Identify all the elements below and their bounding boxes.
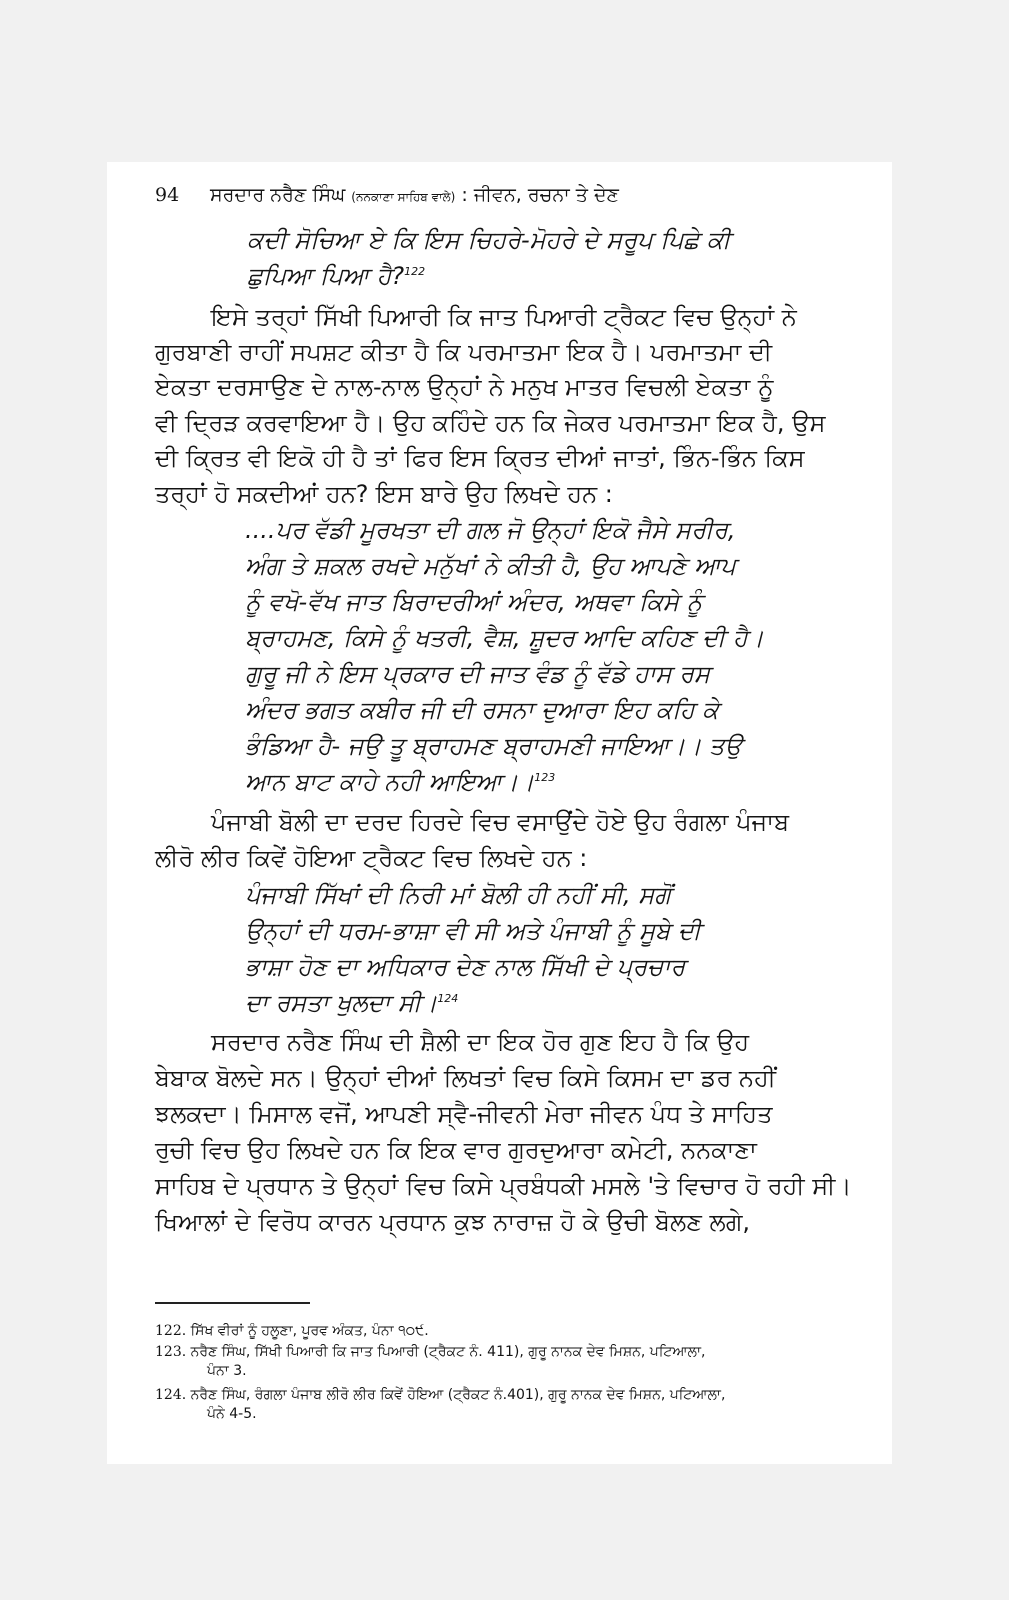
paragraph-line: ਸਾਹਿਬ ਦੇ ਪ੍ਰਧਾਨ ਤੇ ਉਨ੍ਹਾਂ ਵਿਚ ਕਿਸੇ ਪ੍ਰਬੰਧਕੀ ਮਸਲੇ 'ਤੇ ਵਿਚਾਰ ਹੋ ਰਹੀ ਸੀ।	[155, 1172, 852, 1200]
page-number: 94	[155, 184, 180, 206]
quote-line: ਭਾਸ਼ਾ ਹੋਣ ਦਾ ਅਧਿਕਾਰ ਦੇਣ ਨਾਲ ਸਿੱਖੀ ਦੇ ਪ੍ਰਚਾਰ	[245, 953, 686, 981]
running-head-main: ਸਰਦਾਰ ਨਰੈਣ ਸਿੰਘ	[210, 184, 346, 206]
quote-line: ਉਨ੍ਹਾਂ ਦੀ ਧਰਮ-ਭਾਸ਼ਾ ਵੀ ਸੀ ਅਤੇ ਪੰਜਾਬੀ ਨੂੰ ਸੂਬੇ ਦੀ	[245, 917, 701, 945]
quote-line: ਬ੍ਰਾਹਮਣ, ਕਿਸੇ ਨੂੰ ਖਤਰੀ, ਵੈਸ਼, ਸ਼ੂਦਰ ਆਦਿ ਕਹਿਣ ਦੀ ਹੈ।	[245, 624, 764, 652]
quote-line: ਅੰਗ ਤੇ ਸ਼ਕਲ ਰਖਦੇ ਮਨੁੱਖਾਂ ਨੇ ਕੀਤੀ ਹੈ, ਉਹ ਆਪਣੇ ਆਪ	[245, 552, 736, 580]
quote-line: ਭੰਡਿਆ ਹੈ- ਜਉ ਤੂ ਬ੍ਰਾਹਮਣ ਬ੍ਰਾਹਮਣੀ ਜਾਇਆ।। ਤਉ	[245, 732, 742, 760]
quote-line: ਦਾ ਰਸਤਾ ਖੁਲਦਾ ਸੀ।$^{124}$	[245, 989, 459, 1017]
footnote-continuation: ਪੰਨਾ 3.	[207, 1363, 247, 1379]
footnote-ref: 123	[534, 771, 556, 784]
footnote: 122. ਸਿੱਖ ਵੀਰਾਂ ਨੂੰ ਹਲੂਣਾ, ਪੂਰਵ ਅੰਕਤ, ਪੰਨਾ ੧੦੯.	[155, 1323, 429, 1339]
paragraph-line: ਸਰਦਾਰ ਨਰੈਣ ਸਿੰਘ ਦੀ ਸ਼ੈਲੀ ਦਾ ਇਕ ਹੋਰ ਗੁਣ ਇਹ ਹੈ ਕਿ ਉਹ	[211, 1028, 750, 1056]
quote-line: ਅੰਦਰ ਭਗਤ ਕਬੀਰ ਜੀ ਦੀ ਰਸਨਾ ਦੁਆਰਾ ਇਹ ਕਹਿ ਕੇ	[245, 696, 719, 724]
quote-line: ਆਨ ਬਾਟ ਕਾਹੇ ਨਹੀ ਆਇਆ।।$^{123}$	[245, 768, 556, 796]
paragraph-line: ਤਰ੍ਹਾਂ ਹੋ ਸਕਦੀਆਂ ਹਨ? ਇਸ ਬਾਰੇ ਉਹ ਲਿਖਦੇ ਹਨ :	[155, 480, 613, 508]
quote-line: ....ਪਰ ਵੱਡੀ ਮੂਰਖਤਾ ਦੀ ਗਲ ਜੋ ਉਨ੍ਹਾਂ ਇਕੋ ਜੈਸੇ ਸਰੀਰ,	[245, 516, 736, 544]
paragraph-line: ਪੰਜਾਬੀ ਬੋਲੀ ਦਾ ਦਰਦ ਹਿਰਦੇ ਵਿਚ ਵਸਾਉਂਦੇ ਹੋਏ ਉਹ ਰੰਗਲਾ ਪੰਜਾਬ	[211, 808, 790, 836]
paragraph-line: ਵੀ ਦ੍ਰਿੜ ਕਰਵਾਇਆ ਹੈ। ਉਹ ਕਹਿੰਦੇ ਹਨ ਕਿ ਜੇਕਰ ਪਰਮਾਤਮਾ ਇਕ ਹੈ, ਉਸ	[155, 409, 826, 437]
running-head-small: (ਨਨਕਾਣਾ ਸਾਹਿਬ ਵਾਲੇ)	[351, 190, 456, 204]
quote-line: ਪੰਜਾਬੀ ਸਿੱਖਾਂ ਦੀ ਨਿਰੀ ਮਾਂ ਬੋਲੀ ਹੀ ਨਹੀਂ ਸੀ, ਸਗੋਂ	[245, 881, 671, 909]
running-head	[210, 184, 619, 206]
quote-line: ਛੁਪਿਆ ਪਿਆ ਹੈ?$^{122}$	[247, 262, 426, 290]
page-header	[155, 184, 852, 214]
quote-line: ਗੁਰੂ ਜੀ ਨੇ ਇਸ ਪ੍ਰਕਾਰ ਦੀ ਜਾਤ ਵੰਡ ਨੂੰ ਵੱਡੇ ਹਾਸ ਰਸ	[245, 660, 711, 688]
paragraph-line: ਲੀਰੋ ਲੀਰ ਕਿਵੇਂ ਹੋਇਆ ਟ੍ਰੈਕਟ ਵਿਚ ਲਿਖਦੇ ਹਨ :	[155, 844, 588, 872]
footnote-rule	[155, 1302, 310, 1304]
footnote: 124. ਨਰੈਣ ਸਿੰਘ, ਰੰਗਲਾ ਪੰਜਾਬ ਲੀਰੋ ਲੀਰ ਕਿਵੇਂ ਹੋਇਆ (ਟ੍ਰੈਕਟ ਨੰ.401), ਗੁਰੂ ਨਾਨਕ ਦੇਵ ਮਿਸ਼ਨ, ਪਟਿਆਲਾ,	[155, 1387, 726, 1403]
footnote-continuation: ਪੰਨੇ 4-5.	[207, 1406, 257, 1422]
paragraph-line: ਬੇਬਾਕ ਬੋਲਦੇ ਸਨ। ਉਨ੍ਹਾਂ ਦੀਆਂ ਲਿਖਤਾਂ ਵਿਚ ਕਿਸੇ ਕਿਸਮ ਦਾ ਡਰ ਨਹੀਂ	[155, 1064, 776, 1092]
footnote-ref: 124	[437, 992, 459, 1005]
paragraph-line: ਗੁਰਬਾਣੀ ਰਾਹੀਂ ਸਪਸ਼ਟ ਕੀਤਾ ਹੈ ਕਿ ਪਰਮਾਤਮਾ ਇਕ ਹੈ। ਪਰਮਾਤਮਾ ਦੀ	[155, 338, 773, 366]
quote-line: ਨੂੰ ਵਖੋ-ਵੱਖ ਜਾਤ ਬਿਰਾਦਰੀਆਂ ਅੰਦਰ, ਅਥਵਾ ਕਿਸੇ ਨੂੰ	[245, 588, 703, 616]
running-head-tail: : ਜੀਵਨ, ਰਚਨਾ ਤੇ ਦੇਣ	[461, 184, 619, 206]
paragraph-line: ਦੀ ਕ੍ਰਿਤ ਵੀ ਇਕੋ ਹੀ ਹੈ ਤਾਂ ਫਿਰ ਇਸ ਕ੍ਰਿਤ ਦੀਆਂ ਜਾਤਾਂ, ਭਿੰਨ-ਭਿੰਨ ਕਿਸ	[155, 444, 805, 472]
paragraph-line: ਏਕਤਾ ਦਰਸਾਉਣ ਦੇ ਨਾਲ-ਨਾਲ ਉਨ੍ਹਾਂ ਨੇ ਮਨੁਖ ਮਾਤਰ ਵਿਚਲੀ ਏਕਤਾ ਨੂੰ	[155, 373, 774, 401]
footnote: 123. ਨਰੈਣ ਸਿੰਘ, ਸਿੱਖੀ ਪਿਆਰੀ ਕਿ ਜਾਤ ਪਿਆਰੀ (ਟ੍ਰੈਕਟ ਨੰ. 411), ਗੁਰੂ ਨਾਨਕ ਦੇਵ ਮਿਸ਼ਨ, ਪਟਿਆਲਾ,	[155, 1344, 706, 1360]
paragraph-line: ਖਿਆਲਾਂ ਦੇ ਵਿਰੋਧ ਕਾਰਨ ਪ੍ਰਧਾਨ ਕੁਝ ਨਾਰਾਜ਼ ਹੋ ਕੇ ਉਚੀ ਬੋਲਣ ਲਗੇ,	[155, 1208, 751, 1236]
paragraph-line: ਰੁਚੀ ਵਿਚ ਉਹ ਲਿਖਦੇ ਹਨ ਕਿ ਇਕ ਵਾਰ ਗੁਰਦੁਆਰਾ ਕਮੇਟੀ, ਨਨਕਾਣਾ	[155, 1136, 757, 1164]
paragraph-line: ਝਲਕਦਾ। ਮਿਸਾਲ ਵਜੋਂ, ਆਪਣੀ ਸ੍ਵੈ-ਜੀਵਨੀ ਮੇਰਾ ਜੀਵਨ ਪੰਧ ਤੇ ਸਾਹਿਤ	[155, 1100, 773, 1128]
quote-line: ਕਦੀ ਸੋਚਿਆ ਏ ਕਿ ਇਸ ਚਿਹਰੇ-ਮੋਹਰੇ ਦੇ ਸਰੂਪ ਪਿਛੇ ਕੀ	[247, 226, 731, 254]
paragraph-line: ਇਸੇ ਤਰ੍ਹਾਂ ਸਿੱਖੀ ਪਿਆਰੀ ਕਿ ਜਾਤ ਪਿਆਰੀ ਟ੍ਰੈਕਟ ਵਿਚ ਉਨ੍ਹਾਂ ਨੇ	[211, 303, 797, 331]
footnote-ref: 122	[404, 265, 426, 278]
book-page	[107, 162, 892, 1464]
